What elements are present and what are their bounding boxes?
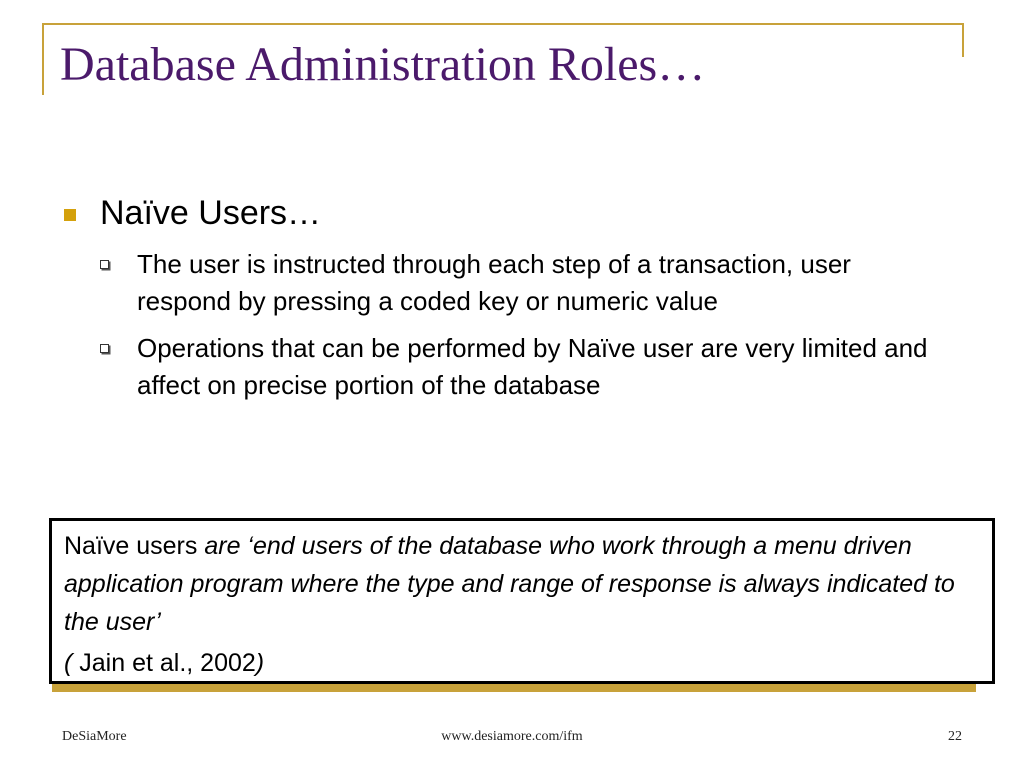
citation-open-paren: ( (64, 649, 73, 677)
frame-left-line (42, 23, 44, 95)
citation (64, 644, 264, 682)
main-bullet-text: Naïve Users… (100, 194, 322, 232)
citation-text: Jain et al., 2002 (72, 649, 256, 677)
sub-bullet-text: Operations that can be performed by Naïve user are very limited and affect on precise portion of the database (137, 333, 928, 400)
frame-top-line (42, 23, 964, 25)
definition-quote-box (49, 518, 995, 684)
definition-term: Naïve users (64, 532, 198, 560)
footer-url: www.desiamore.com/ifm (441, 729, 583, 744)
sub-bullet-text: The user is instructed through each step of a transaction, user respond by pressing a coded key or numeric value (137, 249, 851, 316)
hollow-square-bullet-icon (100, 344, 109, 353)
square-bullet-icon (64, 209, 76, 221)
definition-body: are ‘end users of the database who work through a menu driven application program where the type and range of response is always indicated to the user’ (64, 532, 955, 636)
page-number: 22 (948, 729, 962, 744)
hollow-square-bullet-icon (100, 260, 109, 269)
footer-author: DeSiaMore (62, 729, 127, 744)
citation-close-paren: ) (255, 649, 265, 677)
definition-text (64, 527, 974, 641)
slide-title: Database Administration Roles… (60, 38, 706, 91)
frame-right-line (962, 23, 964, 57)
